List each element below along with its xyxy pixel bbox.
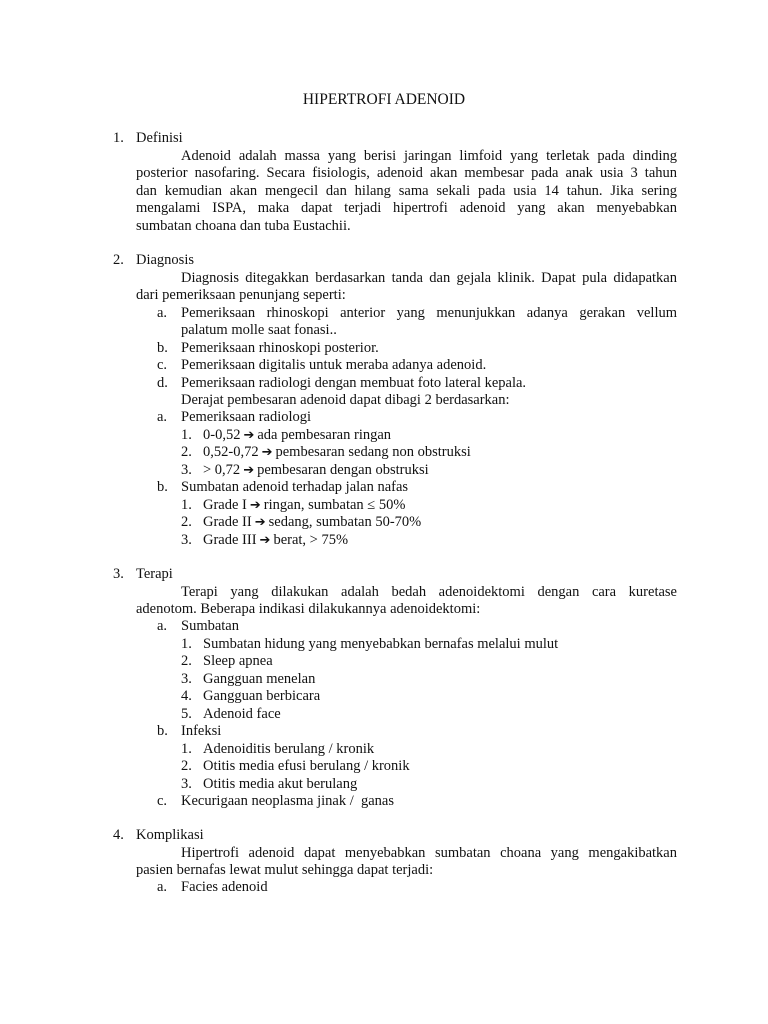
sub-item: Gangguan menelan [203, 670, 316, 687]
section-4-heading: Komplikasi [136, 827, 204, 843]
section-4-number: 4. [113, 827, 124, 843]
list-item: Pemeriksaan rhinoskopi posterior. [181, 339, 379, 356]
section-1-number: 1. [113, 130, 124, 146]
section-1-heading: Definisi [136, 130, 183, 146]
sub-item: 0-0,52 ➔ ada pembesaran ringan [203, 426, 392, 443]
section-3-line: Terapi yang dilakukan adalah bedah adenoidektomi dengan cara kuretase [181, 583, 677, 600]
sub-item: Sumbatan hidung yang menyebabkan bernafas melalui mulut [203, 635, 559, 652]
list-marker: b. [157, 339, 168, 356]
section-2-line: dari pemeriksaan penunjang seperti: [136, 287, 346, 303]
arrow-right-icon: ➔ [243, 462, 255, 478]
section-1-line: posterior nasofaring. Secara fisiologis, adenoid akan membesar pada anak usia 3 tahun [136, 165, 677, 181]
sub-item: Otitis media akut berulang [203, 775, 358, 792]
section-4-line: Hipertrofi adenoid dapat menyebabkan sumbatan choana yang mengakibatkan [181, 844, 677, 861]
section-2-heading: Diagnosis [136, 252, 194, 268]
section-3-heading: Terapi [136, 566, 173, 582]
arrow-right-icon: ➔ [254, 515, 266, 530]
arrow-right-icon: ➔ [249, 497, 261, 513]
group-label: Kecurigaan neoplasma jinak / ganas [181, 793, 394, 809]
section-2-line: Diagnosis ditegakkan berdasarkan tanda dan gejala klinik. Dapat pula didapatkan [181, 269, 677, 286]
list-marker: a. [157, 409, 168, 425]
list-marker: b. [157, 723, 168, 739]
section-4-line: pasien bernafas lewat mulut sehingga dapat terjadi: [136, 862, 434, 878]
page-title: HIPERTROFI ADENOID [302, 91, 466, 108]
list-marker: a. [157, 304, 168, 321]
section-3-line: adenotom. Beberapa indikasi dilakukannya adenoidektomi: [136, 601, 481, 617]
list-item: Facies adenoid [181, 879, 268, 895]
sub-marker: 1. [181, 740, 192, 757]
list-marker: d. [157, 374, 168, 391]
sub-marker: 1. [181, 496, 192, 513]
sub-item: Grade II ➔ sedang, sumbatan 50-70% [203, 514, 422, 530]
sub-item: Gangguan berbicara [203, 688, 321, 704]
sub-item: > 0,72 ➔ pembesaran dengan obstruksi [203, 461, 429, 478]
group-label: Pemeriksaan radiologi [181, 409, 312, 425]
arrow-right-icon: ➔ [259, 532, 271, 548]
section-1-line: dan kemudian akan mengecil dan hilang sama sekali pada usia 14 tahun. Jika sering [136, 182, 677, 199]
sub-marker: 2. [181, 653, 192, 669]
derajat-intro: Derajat pembesaran adenoid dapat dibagi 2 berdasarkan: [181, 392, 510, 408]
sub-marker: 4. [181, 688, 192, 704]
sub-marker: 2. [181, 444, 192, 460]
section-2-number: 2. [113, 252, 124, 268]
arrow-right-icon: ➔ [261, 445, 273, 460]
sub-item: Otitis media efusi berulang / kronik [203, 758, 410, 774]
group-label: Sumbatan adenoid terhadap jalan nafas [181, 479, 409, 495]
list-item: Pemeriksaan radiologi dengan membuat foto lateral kepala. [181, 374, 527, 391]
arrow-right-icon: ➔ [243, 427, 255, 443]
sub-item: Sleep apnea [203, 653, 273, 669]
list-marker: c. [157, 793, 168, 809]
section-1-line: mengalami ISPA, maka dapat terjadi hipertrofi adenoid yang akan menyebabkan [136, 200, 677, 216]
sub-marker: 2. [181, 758, 192, 774]
list-marker: a. [157, 618, 168, 634]
list-item: Pemeriksaan rhinoskopi anterior yang menunjukkan adanya gerakan vellum [181, 304, 677, 321]
section-1-line: sumbatan choana dan tuba Eustachii. [136, 217, 351, 234]
list-marker: b. [157, 479, 168, 495]
sub-marker: 2. [181, 514, 192, 530]
sub-item: Grade I ➔ ringan, sumbatan ≤ 50% [203, 496, 406, 513]
sub-marker: 1. [181, 635, 192, 652]
list-item: Pemeriksaan digitalis untuk meraba adanya adenoid. [181, 357, 487, 373]
sub-item: 0,52-0,72 ➔ pembesaran sedang non obstruksi [203, 444, 471, 460]
sub-item: Grade III ➔ berat, > 75% [203, 531, 349, 548]
sub-item: Adenoiditis berulang / kronik [203, 740, 375, 757]
sub-marker: 1. [181, 426, 192, 443]
sub-item: Adenoid face [203, 705, 281, 722]
section-1-line: Adenoid adalah massa yang berisi jaringan limfoid yang terletak pada dinding [181, 147, 677, 164]
group-label: Infeksi [181, 723, 222, 739]
sub-marker: 3. [181, 775, 192, 792]
group-label: Sumbatan [181, 618, 239, 634]
sub-marker: 5. [181, 705, 192, 722]
list-marker: a. [157, 879, 168, 895]
list-marker: c. [157, 357, 168, 373]
section-3-number: 3. [113, 566, 124, 582]
sub-marker: 3. [181, 461, 192, 478]
sub-marker: 3. [181, 670, 192, 687]
sub-marker: 3. [181, 531, 192, 548]
list-item-continued: palatum molle saat fonasi.. [181, 322, 337, 338]
